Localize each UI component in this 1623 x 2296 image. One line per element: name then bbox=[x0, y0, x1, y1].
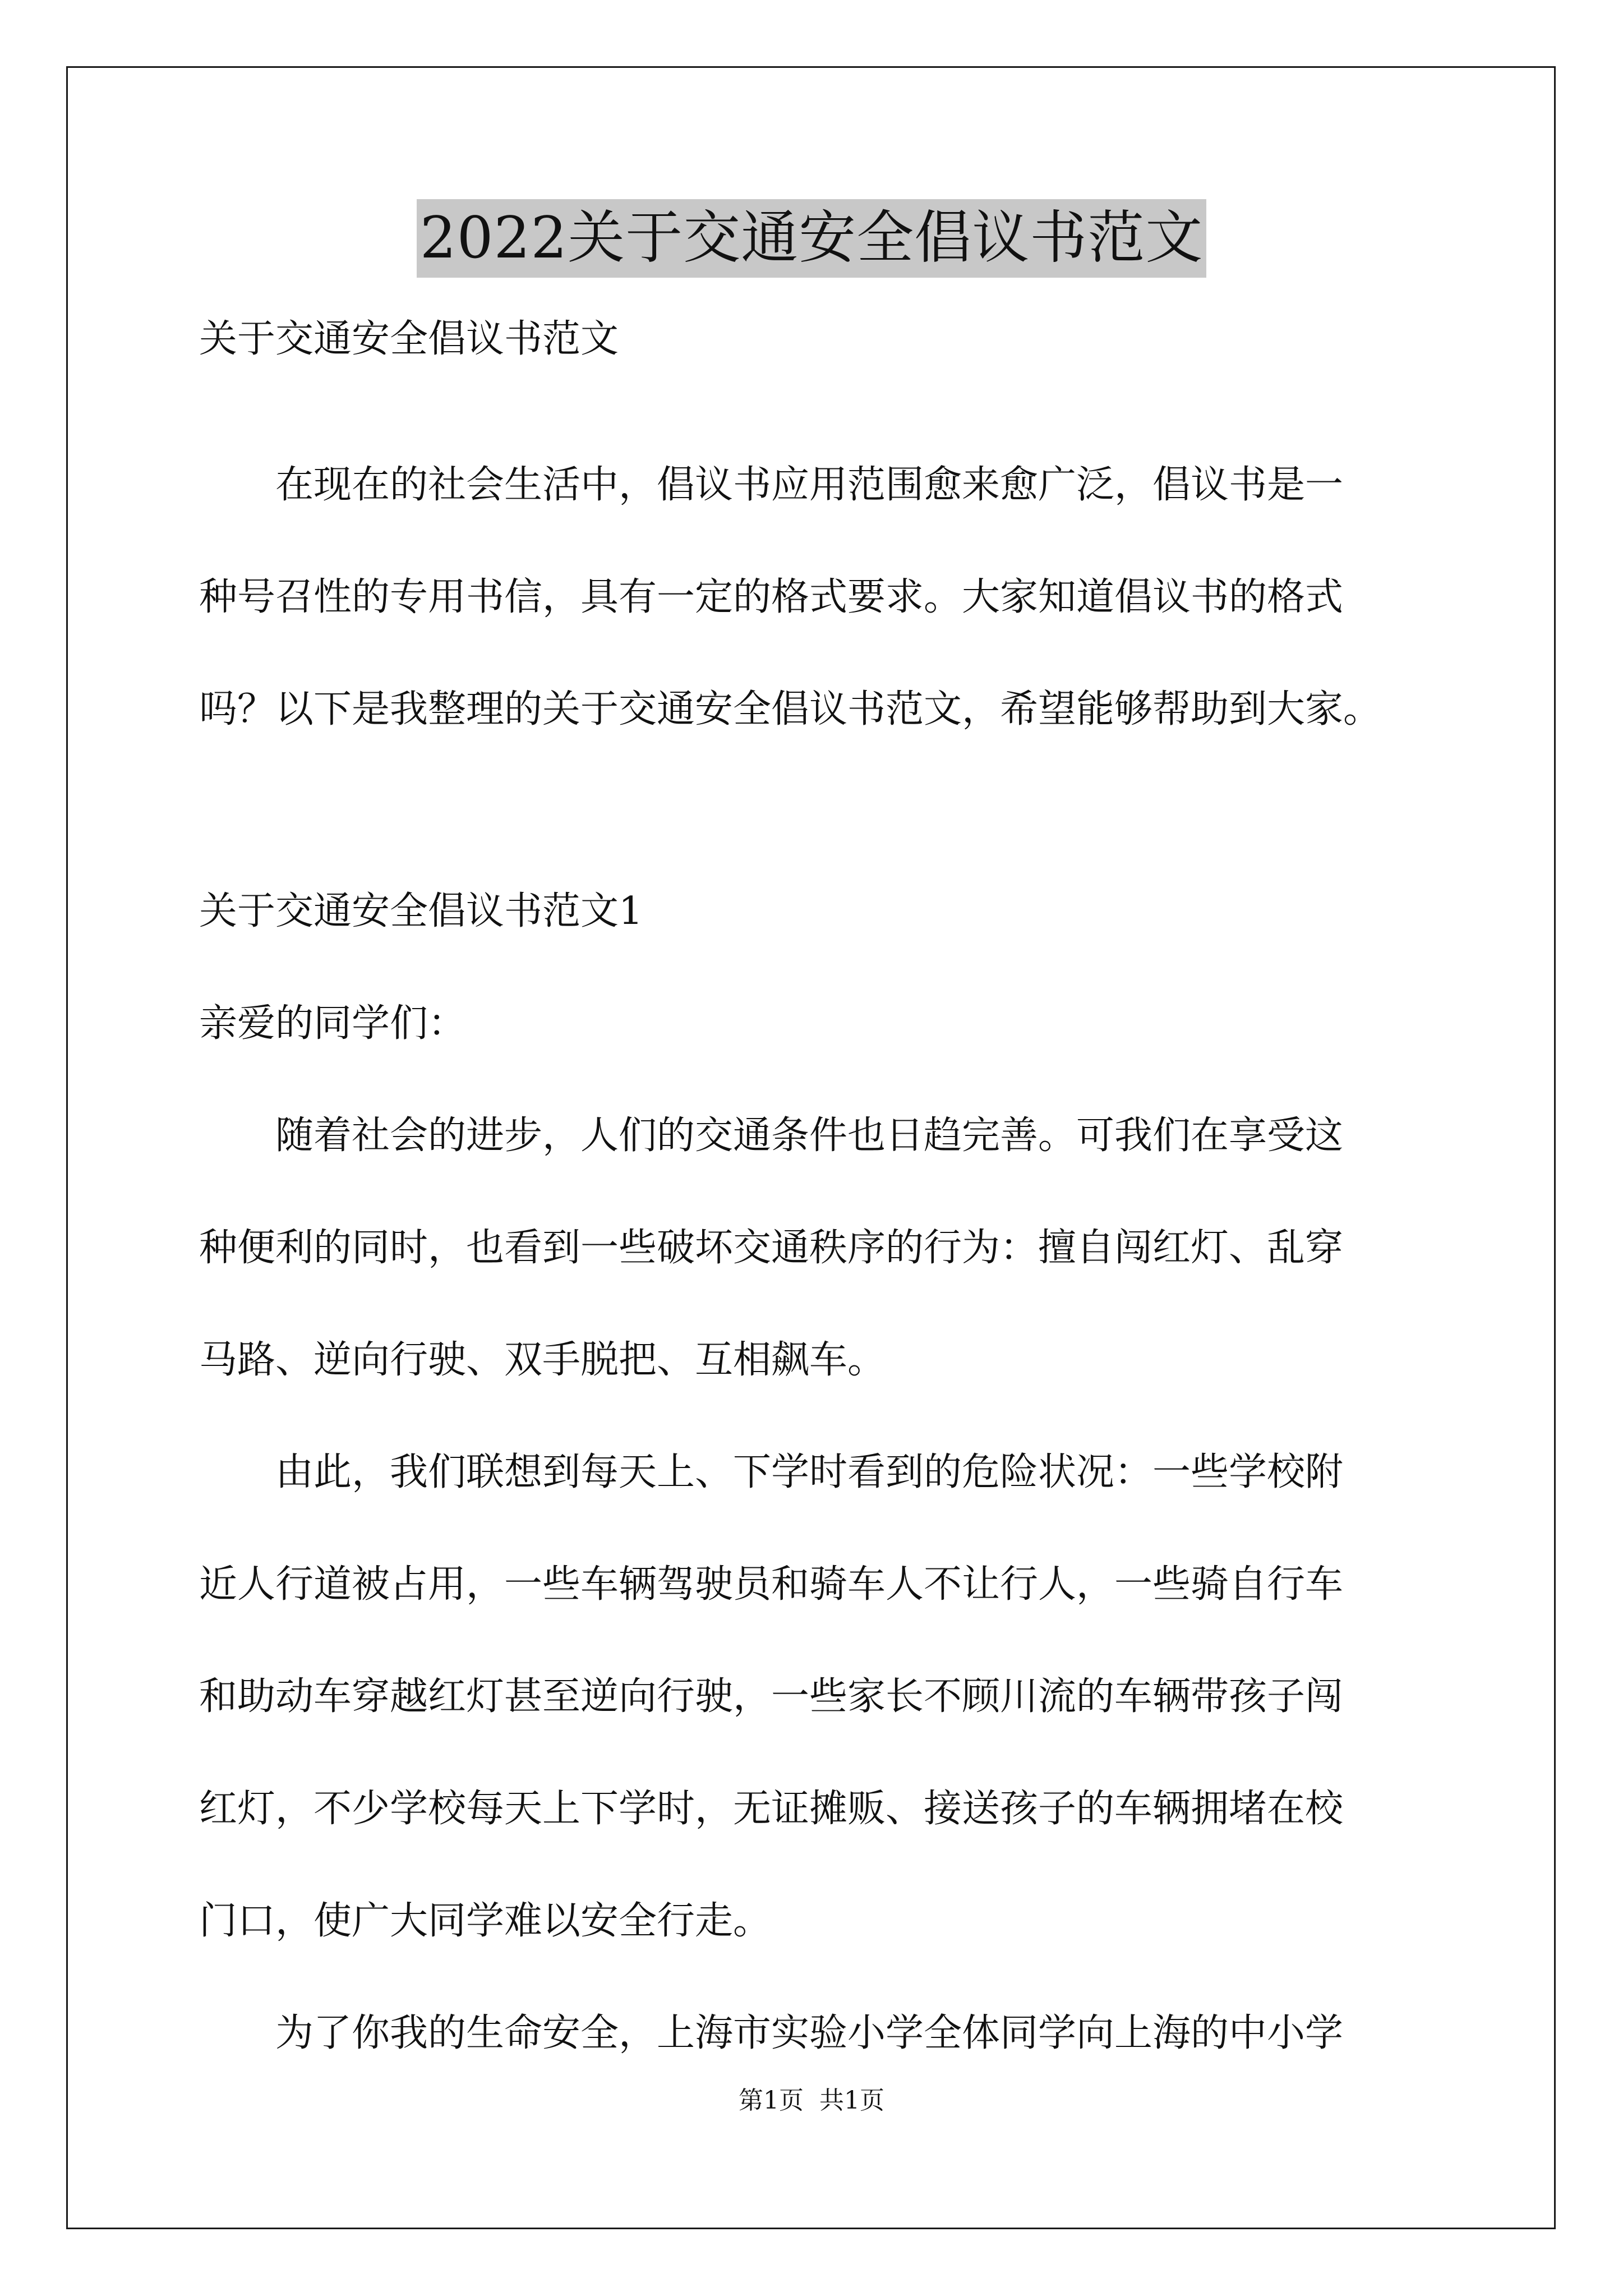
salutation: 亲爱的同学们： bbox=[199, 1001, 467, 1046]
paragraph-line: 由此，我们联想到每天上、下学时看到的危险状况：一些学校附 bbox=[199, 1450, 1344, 1494]
title-container bbox=[0, 199, 1623, 278]
paragraph-line: 马路、逆向行驶、双手脱把、互相飙车。 bbox=[199, 1338, 886, 1382]
paragraph-line: 近人行道被占用，一些车辆驾驶员和骑车人不让行人，一些骑自行车 bbox=[199, 1562, 1344, 1607]
paragraph-line: 随着社会的进步，人们的交通条件也日趋完善。可我们在享受这 bbox=[199, 1114, 1344, 1158]
paragraph-line: 红灯，不少学校每天上下学时，无证摊贩、接送孩子的车辆拥堵在校 bbox=[199, 1787, 1344, 1831]
page-total: 共1页 bbox=[819, 2086, 884, 2115]
page-current: 第1页 bbox=[739, 2086, 804, 2115]
paragraph-line: 为了你我的生命安全，上海市实验小学全体同学向上海的中小学 bbox=[199, 2011, 1344, 2055]
paragraph-line: 种便利的同时，也看到一些破坏交通秩序的行为：擅自闯红灯、乱穿 bbox=[199, 1226, 1344, 1270]
paragraph-line: 吗？以下是我整理的关于交通安全倡议书范文，希望能够帮助到大家。 bbox=[199, 687, 1382, 731]
section-heading: 关于交通安全倡议书范文1 bbox=[199, 889, 643, 933]
page-footer bbox=[0, 2084, 1623, 2118]
paragraph-line: 门口，使广大同学难以安全行走。 bbox=[199, 1899, 772, 1943]
paragraph-line: 在现在的社会生活中，倡议书应用范围愈来愈广泛，倡议书是一 bbox=[199, 463, 1344, 507]
section-heading: 关于交通安全倡议书范文 bbox=[199, 317, 619, 361]
paragraph-line: 和助动车穿越红灯甚至逆向行驶，一些家长不顾川流的车辆带孩子闯 bbox=[199, 1674, 1344, 1719]
document-title: 2022关于交通安全倡议书范文 bbox=[417, 199, 1207, 278]
paragraph-line: 种号召性的专用书信，具有一定的格式要求。大家知道倡议书的格式 bbox=[199, 575, 1344, 619]
